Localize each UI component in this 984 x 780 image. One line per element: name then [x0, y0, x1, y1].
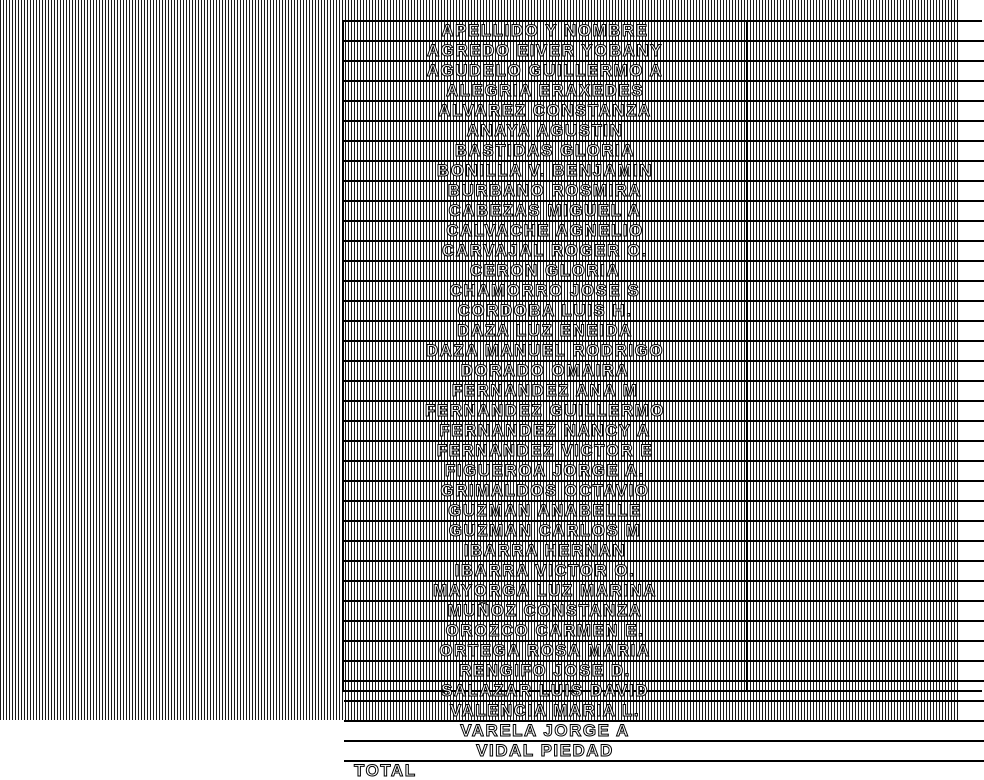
table-row: BURBANO ROSMIRA	[447, 181, 643, 200]
table-row: IBARRA HERNAN	[463, 541, 627, 560]
table-row: DORADO OMAIRA	[460, 361, 630, 380]
table-cell-illegible	[748, 22, 984, 40]
table-cell-illegible	[748, 582, 984, 600]
table-row: MAYORGA LUZ MARINA	[432, 581, 658, 600]
table-row: CARVAJAL ROGER O.	[442, 241, 648, 260]
table-row: ALVAREZ CONSTANZA	[438, 101, 652, 120]
table-cell-illegible	[748, 382, 984, 400]
table-row: DAZA LUZ ENEIDA	[457, 321, 633, 340]
table-row: FERNANDEZ GUILLERMO	[424, 401, 666, 420]
table-cell-illegible	[748, 102, 984, 120]
staff-table	[342, 20, 982, 780]
table-cell-illegible	[748, 642, 984, 660]
table-row: OROZCO CARMEN E.	[445, 621, 645, 640]
table-cell-illegible	[748, 522, 984, 540]
table-row: AGUDELO GUILLERMO A	[426, 61, 664, 80]
table-cell-illegible	[748, 362, 984, 380]
table-cell-illegible	[748, 122, 984, 140]
table-row: CHAMORRO JOSE S	[449, 281, 641, 300]
table-row: ALEGRIA ERAXEDES	[445, 81, 645, 100]
table-row: VIDAL PIEDAD	[476, 741, 614, 760]
table-cell-illegible	[748, 202, 984, 220]
table-cell-illegible	[748, 322, 984, 340]
table-row: BONILLA V. BENJAMIN	[436, 161, 654, 180]
table-cell-illegible	[748, 282, 984, 300]
table-row: CABEZAS MIGUEL A	[448, 201, 642, 220]
table-row: SALAZAR LUIS DAVID	[440, 681, 649, 700]
table-cell-illegible	[748, 422, 984, 440]
table-row: RENGIFO JOSE D.	[459, 661, 631, 680]
table-cell-illegible	[748, 62, 984, 80]
table-cell-illegible	[748, 342, 984, 360]
table-cell-illegible	[748, 602, 984, 620]
table-cell-illegible	[748, 182, 984, 200]
table-row: FIGUEROA JORGE A.	[445, 461, 645, 480]
table-row: GRIMALDOS OCTAVIO	[440, 481, 650, 500]
table-row: FERNANDEZ ANA M	[451, 381, 639, 400]
table-row: FERNANDEZ VICTOR E	[436, 441, 654, 460]
table-cell-illegible	[748, 662, 984, 680]
table-cell-illegible	[748, 162, 984, 180]
table-cell-illegible	[748, 722, 984, 740]
table-cell-illegible	[748, 262, 984, 280]
table-cell-illegible	[748, 502, 984, 520]
table-cell-illegible	[748, 682, 984, 700]
table-cell-illegible	[748, 302, 984, 320]
table-cell-illegible	[748, 142, 984, 160]
table-cell-illegible	[748, 702, 984, 720]
table-cell-illegible	[748, 402, 984, 420]
table-cell-illegible	[748, 562, 984, 580]
table-cell-illegible	[748, 622, 984, 640]
table-row: GUZMAN ANABELLE	[448, 501, 642, 520]
column-header-name: APELLIDO Y NOMBRE	[441, 21, 649, 40]
table-row: CERON GLORIA	[469, 261, 621, 280]
table-cell-illegible	[748, 222, 984, 240]
table-cell-illegible	[748, 42, 984, 60]
table-row: MUÑOZ CONSTANZA	[447, 601, 643, 620]
table-row: CORDOBA LUIS H.	[457, 301, 633, 320]
table-row: AGREDO EIVER YOBANY	[426, 41, 663, 60]
table-row: DAZA MANUEL RODRIGO	[425, 341, 665, 360]
table-cell-illegible	[748, 542, 984, 560]
table-total-label: TOTAL	[354, 761, 417, 780]
table-cell-illegible	[748, 442, 984, 460]
table-row: ORTEGA ROSA MARIA	[439, 641, 651, 660]
table-row: VALENCIA MARIA L.	[449, 701, 641, 720]
table-cell-illegible	[748, 462, 984, 480]
table-cell-illegible	[748, 242, 984, 260]
table-row: CALVACHE AGNELIO	[446, 221, 644, 240]
table-row: ANAYA AGUSTIN	[466, 121, 624, 140]
table-cell-illegible	[748, 482, 984, 500]
table-cell-illegible	[748, 762, 984, 780]
table-cell-illegible	[748, 82, 984, 100]
table-row: GUZMAN CARLOS M	[448, 521, 642, 540]
table-row: FERNANDEZ NANCY A	[439, 421, 651, 440]
table-cell-illegible	[748, 742, 984, 760]
table-row: IBARRA VICTOR O.	[454, 561, 636, 580]
table-row: VARELA JORGE A	[460, 721, 630, 740]
table-row: BASTIDAS GLORIA	[454, 141, 636, 160]
